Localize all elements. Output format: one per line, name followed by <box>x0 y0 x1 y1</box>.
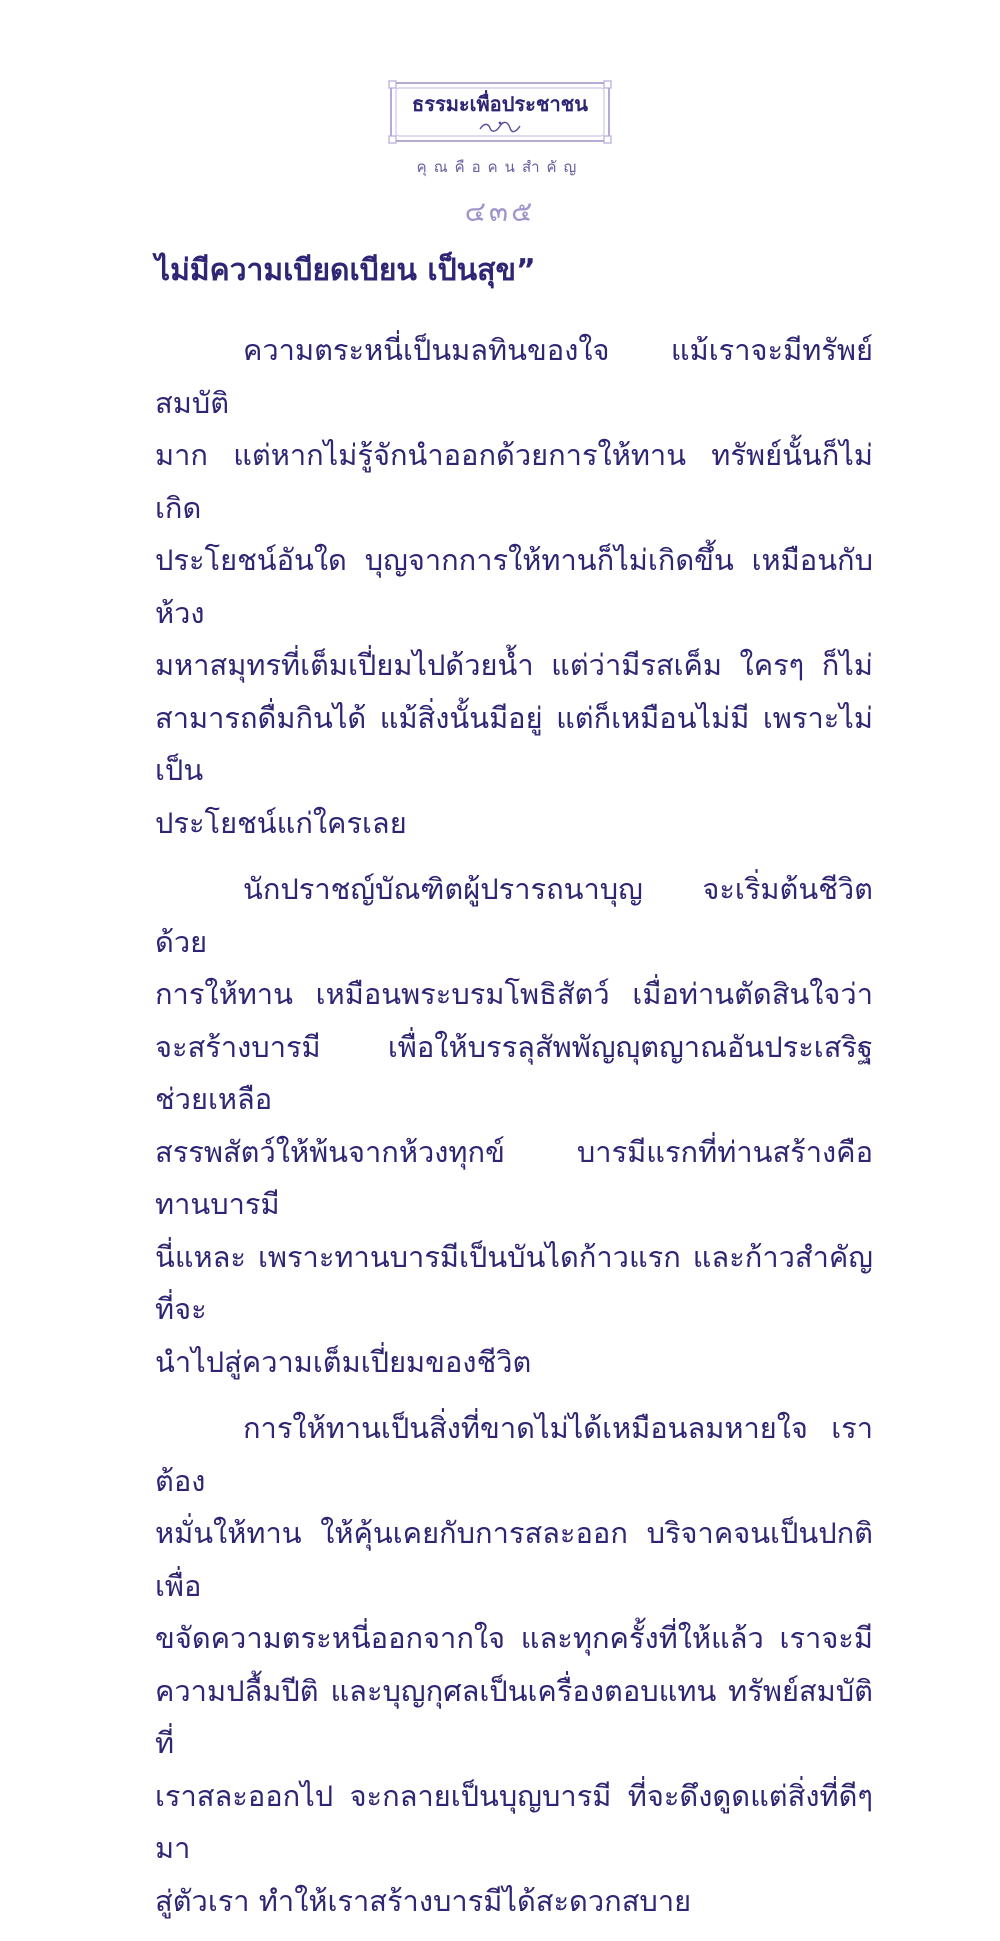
page-tagline: คุณคือคนสำคัญ <box>416 158 584 176</box>
paragraph <box>155 324 873 849</box>
text-line: มหาสมุทรที่เต็มเปี่ยมไปด้วยน้ำ แต่ว่ามีรสเค็ม ใครๆ ก็ไม่ <box>155 648 873 682</box>
text-line: มาก แต่หากไม่รู้จักนำออกด้วยการให้ทาน ทรัพย์นั้นก็ไม่เกิด <box>155 438 873 525</box>
text-line: จะสร้างบารมี เพื่อให้บรรลุสัพพัญญุตญาณอันประเสริฐ ช่วยเหลือ <box>155 1029 873 1116</box>
logo-title: ธรรมะเพื่อประชาชน <box>412 92 588 116</box>
text-line: นำไปสู่ความเต็มเปี่ยมของชีวิต <box>155 1344 532 1379</box>
text-line: ความปลื้มปีติ และบุญกุศลเป็นเครื่องตอบแทน ทรัพย์สมบัติที่ <box>155 1673 873 1760</box>
text-line: หมั่นให้ทาน ให้คุ้นเคยกับการสละออก บริจาคจนเป็นปกติ เพื่อ <box>155 1516 873 1603</box>
text-line: สู่ตัวเรา ทำให้เราสร้างบารมีได้สะดวกสบาย <box>155 1883 692 1918</box>
text-line: สามารถดื่มกินได้ แม้สิ่งนั้นมีอยู่ แต่ก็เหมือนไม่มี เพราะไม่เป็น <box>155 700 873 787</box>
paragraph <box>155 1402 873 1927</box>
text-line: นักปราชญ์บัณฑิตผู้ปรารถนาบุญ จะเริ่มต้นชีวิตด้วย <box>155 872 873 959</box>
body-text <box>155 324 873 1941</box>
text-line: ความตระหนี่เป็นมลทินของใจ แม้เราจะมีทรัพย์สมบัติ <box>155 333 873 420</box>
paragraph <box>155 863 873 1388</box>
text-line: การให้ทาน เหมือนพระบรมโพธิสัตว์ เมื่อท่านตัดสินใจว่า <box>155 977 873 1011</box>
text-line: ประโยชน์อันใด บุญจากการให้ทานก็ไม่เกิดขึ้น เหมือนกับห้วง <box>155 543 873 630</box>
text-line: การให้ทานเป็นสิ่งที่ขาดไม่ได้เหมือนลมหายใจ เราต้อง <box>155 1411 873 1498</box>
text-line: สรรพสัตว์ให้พ้นจากห้วงทุกข์ บารมีแรกที่ท่านสร้างคือทานบารมี <box>155 1134 873 1221</box>
publication-logo <box>388 80 612 144</box>
text-line: นี่แหละ เพราะทานบารมีเป็นบันไดก้าวแรก และก้าวสำคัญที่จะ <box>155 1239 873 1326</box>
text-line: เราสละออกไป จะกลายเป็นบุญบารมี ที่จะดึงดูดแต่สิ่งที่ดีๆ มา <box>155 1778 873 1865</box>
text-line: ประโยชน์แก่ใครเลย <box>155 805 407 840</box>
text-line: ขจัดความตระหนี่ออกจากใจ และทุกครั้งที่ให้แล้ว เราจะมี <box>155 1621 873 1655</box>
logo-ornament <box>478 120 522 134</box>
page-number: ๔๓๕ <box>464 195 536 228</box>
section-heading: ไม่มีความเบียดเบียน เป็นสุข” <box>155 253 536 288</box>
